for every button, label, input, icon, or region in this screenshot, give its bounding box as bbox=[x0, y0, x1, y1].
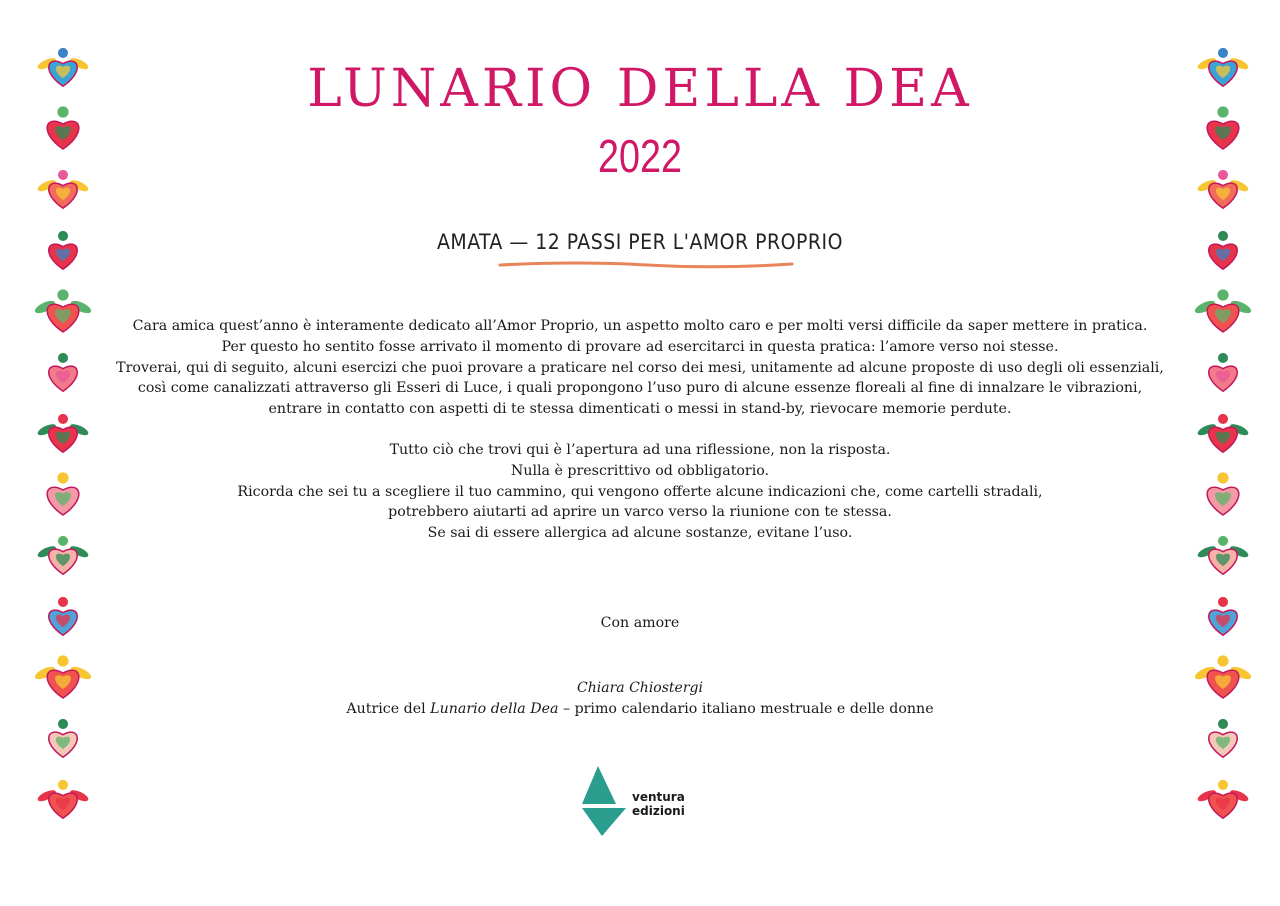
sacred-heart-icon bbox=[1207, 106, 1239, 149]
sacred-heart-icon bbox=[33, 655, 93, 698]
sacred-heart-icon bbox=[47, 472, 79, 515]
sacred-heart-icon bbox=[1207, 472, 1239, 515]
page-year: 2022 bbox=[598, 130, 682, 182]
intro-line: Per questo ho sentito fosse arrivato il momento di provare ad esercitarci in questa pratica: l’amore verso noi stesse. bbox=[221, 338, 1059, 355]
sacred-heart-icon bbox=[1196, 170, 1250, 208]
sacred-heart-icon bbox=[49, 353, 77, 391]
sacred-heart-icon bbox=[1209, 353, 1237, 391]
sacred-heart-icon bbox=[1196, 48, 1250, 86]
sacred-heart-icon bbox=[33, 289, 93, 332]
sacred-heart-icon bbox=[36, 170, 90, 208]
note-line: Ricorda che sei tu a scegliere il tuo cammino, qui vengono offerte alcune indicazioni che, come cartelli stradali, bbox=[237, 483, 1043, 500]
sacred-hearts-border-icon bbox=[18, 40, 108, 860]
author-role: Autrice del Lunario della Dea – primo calendario italiano mestruale e delle donne bbox=[346, 701, 934, 717]
right-decorative-border bbox=[1178, 40, 1268, 860]
sacred-heart-icon bbox=[49, 719, 77, 757]
sacred-heart-icon bbox=[1196, 780, 1250, 818]
sacred-heart-icon bbox=[1193, 655, 1253, 698]
page-title: LUNARIO DELLA DEA bbox=[307, 59, 973, 119]
sacred-heart-icon bbox=[1209, 231, 1237, 269]
intro-line: così come canalizzati attraverso gli Esseri di Luce, i quali propongono l’uso puro di alcune essenze floreali al fine di innalzare le vibrazioni, bbox=[137, 380, 1143, 397]
letter-body bbox=[110, 316, 1170, 544]
sacred-heart-icon bbox=[36, 780, 90, 818]
sacred-heart-icon bbox=[36, 536, 90, 574]
note-line: Se sai di essere allergica ad alcune sostanze, evitane l’uso. bbox=[427, 525, 853, 542]
note-line: potrebbero aiutarti ad aprire un varco verso la riunione con te stessa. bbox=[388, 504, 892, 521]
sacred-heart-icon bbox=[1209, 719, 1237, 757]
subtitle-underline bbox=[498, 258, 794, 272]
sacred-heart-icon bbox=[47, 106, 79, 149]
sacred-heart-icon bbox=[1196, 414, 1250, 452]
note-line: Tutto ciò che trovi qui è l’apertura ad una riflessione, non la risposta. bbox=[389, 441, 891, 458]
intro-line: Cara amica quest’anno è interamente dedicato all’Amor Proprio, un aspetto molto caro e per molti versi difficile da saper mettere in pratica. bbox=[132, 318, 1148, 334]
sacred-heart-icon bbox=[49, 597, 77, 635]
left-decorative-border bbox=[18, 40, 108, 860]
sacred-heart-icon bbox=[1209, 597, 1237, 635]
sacred-heart-icon bbox=[36, 414, 90, 452]
page-subtitle: AMATA — 12 PASSI PER L'AMOR PROPRIO bbox=[436, 230, 843, 254]
author-name: Chiara Chiostergi bbox=[577, 680, 703, 696]
sacred-heart-icon bbox=[1193, 289, 1253, 332]
ventura-logo-icon bbox=[580, 766, 630, 838]
sacred-heart-icon bbox=[1196, 536, 1250, 574]
publisher-name-line2: edizioni bbox=[632, 804, 685, 818]
sacred-heart-icon bbox=[49, 231, 77, 269]
closing-line: Con amore bbox=[600, 615, 680, 631]
sacred-heart-icon bbox=[36, 48, 90, 86]
sacred-hearts-border-icon bbox=[1178, 40, 1268, 860]
intro-line: Troverai, qui di seguito, alcuni esercizi che puoi provare a praticare nel corso dei mesi, unitamente ad alcune proposte di uso degli oli essenziali, bbox=[116, 359, 1164, 376]
publisher-name-line1: ventura bbox=[632, 790, 685, 804]
publisher-logo bbox=[580, 766, 700, 838]
intro-line: entrare in contatto con aspetti di te stessa dimenticati o messi in stand-by, rievocare memorie perdute. bbox=[268, 401, 1012, 418]
note-line: Nulla è prescrittivo od obbligatorio. bbox=[510, 462, 770, 479]
